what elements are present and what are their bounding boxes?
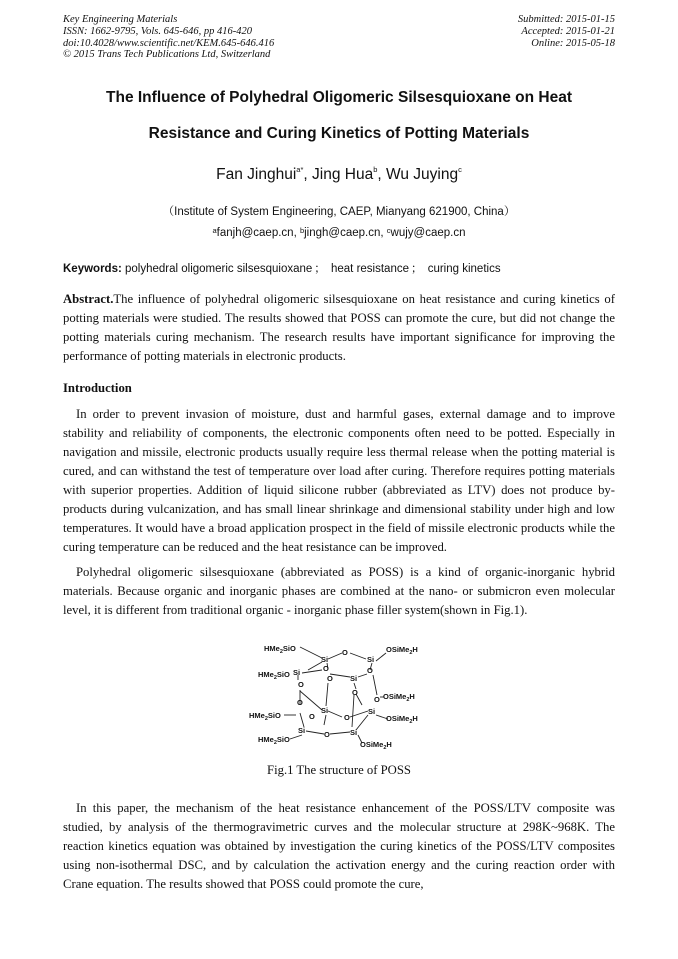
svg-text:HMe2SiO <box>258 670 290 681</box>
subscript: 2 <box>273 740 277 746</box>
keywords-line <box>63 260 623 276</box>
author-name: Wu Juying <box>386 166 459 183</box>
sio-group: SiO <box>267 711 281 720</box>
author-marker: b <box>373 165 378 174</box>
si-atom: Si <box>350 728 358 737</box>
abstract-label: Abstract. <box>63 292 114 306</box>
author-name: Fan Jinghui <box>216 166 297 183</box>
figure-caption: Fig.1 The structure of POSS <box>267 763 411 777</box>
journal-issn: ISSN: 1662-9795, Vols. 645-646, pp 416-420 <box>63 25 252 37</box>
submitted-date: Submitted: 2015-01-15 <box>517 14 615 25</box>
abstract-text: The influence of polyhedral oligomeric silsesquioxane on heat resistance and curing kinetics of potting materials were studied. The results showed that POSS can promote the cure, but did not change the potting materials curing mechanism. The research results have important significance for improving the performance of potting materials in electronic products. <box>63 292 615 363</box>
hme-group: HMe <box>249 711 265 720</box>
svg-text:HMe2SiO <box>264 644 296 655</box>
si-atom: Si <box>321 655 329 664</box>
keyword: polyhedral oligomeric silsesquioxane <box>125 263 313 275</box>
email-marker: a <box>212 226 217 235</box>
poss-atom-labels <box>293 648 380 739</box>
poss-substituent-labels <box>249 644 418 751</box>
journal-doi: doi:10.4028/www.scientific.net/KEM.645-646.416 <box>63 37 275 49</box>
intro-paragraph-2: Polyhedral oligomeric silsesquioxane (abbreviated as POSS) is a kind of organic-inorganic hybrid materials. Because organic and inorganic phases are combined at the nano- or submicron even molecular level, it is different from traditional organic - inorganic phase filler system(shown in Fig.1). <box>63 565 615 617</box>
journal-copyright: © 2015 Trans Tech Publications Ltd, Switzerland <box>63 49 271 61</box>
o-atom: O <box>324 730 330 739</box>
email-marker: b <box>299 226 305 235</box>
svg-text:HMe2SiO <box>258 735 290 746</box>
svg-text:HMe2SiO <box>249 711 281 722</box>
osime-group: OSiMe <box>360 740 384 749</box>
paper-title-line-1: The Influence of Polyhedral Oligomeric Silsesquioxane on Heat <box>106 89 572 106</box>
si-atom: Si <box>367 655 375 664</box>
keyword-separator: ； <box>314 263 326 275</box>
poss-structure-figure <box>242 639 432 751</box>
h-group: H <box>412 714 418 723</box>
email-link[interactable]: fanjh@caep.cn <box>216 227 294 239</box>
subscript: 2 <box>406 697 410 703</box>
email-link[interactable]: jingh@caep.cn <box>304 227 381 239</box>
si-atom: Si <box>321 706 329 715</box>
svg-text:OSiMe2H <box>360 740 392 751</box>
keyword: heat resistance <box>331 263 409 275</box>
section-heading-introduction: Introduction <box>63 381 132 395</box>
o-atom: O <box>342 648 348 657</box>
accepted-date: Accepted: 2015-01-21 <box>521 25 615 37</box>
online-date: Online: 2015-05-18 <box>531 37 615 49</box>
author-list: Fan Jinghui$^{a*}$, Jing Hua$^b$, Wu Juying$^c$ <box>216 165 462 183</box>
o-atom: O <box>367 666 373 675</box>
si-atom: Si <box>298 726 306 735</box>
hme-group: HMe <box>264 644 280 653</box>
o-atom: O <box>374 695 380 704</box>
sio-group: SiO <box>276 670 290 679</box>
author-marker: c <box>458 165 462 174</box>
svg-text:OSiMe2H <box>386 645 418 656</box>
submission-dates <box>518 14 615 49</box>
author-marker: a* <box>296 165 304 174</box>
osime-group: OSiMe <box>386 645 410 654</box>
subscript: 2 <box>273 675 277 681</box>
h-group: H <box>386 740 392 749</box>
subscript: 2 <box>409 719 413 725</box>
si-atom: Si <box>368 707 376 716</box>
journal-name: Key Engineering Materials <box>63 14 178 25</box>
si-atom: Si <box>293 668 301 677</box>
subscript: 2 <box>264 716 268 722</box>
sio-group: SiO <box>276 735 290 744</box>
hme-group: HMe <box>258 670 274 679</box>
o-atom: O <box>352 688 358 697</box>
keyword: curing kinetics <box>427 263 501 275</box>
keywords-label: Keywords: <box>63 263 122 275</box>
journal-header <box>63 14 274 61</box>
hme-group: HMe <box>258 735 274 744</box>
o-atom: O <box>297 698 303 707</box>
author-name: Jing Hua <box>312 166 374 183</box>
h-group: H <box>412 645 418 654</box>
paper-title-line-2: Resistance and Curing Kinetics of Potting Materials <box>148 125 530 142</box>
author-emails: $^a$fanjh@caep.cn, $^b$jingh@caep.cn, $^c$wujy@caep.cn <box>212 226 466 239</box>
o-atom: O <box>327 674 333 683</box>
intro-paragraph-3: In this paper, the mechanism of the heat resistance enhancement of the POSS/LTV composite was studied, by analysis of the thermogravimetric curves and the molecular structure at 298K~968K. The reaction kinetics equation was obtained by investigation the curing kinetics of the POSS/LTV composites using non-isothermal DSC, and by calculation the activation energy and the curing reaction order with Crane equation. The results showed that POSS could promote the cure, <box>63 801 615 891</box>
osime-group: OSiMe <box>386 714 410 723</box>
si-atom: Si <box>350 674 358 683</box>
intro-paragraph-1: In order to prevent invasion of moisture, dust and harmful gases, external damage and to improve stability and reliability of components, the electronic components often need to be potted. Especially in navigation and missile, electronic products usually require less thermal release when the potting material is cured, and can withstand the test of temperature over load after curing. Therefore requires potting materials with superior properties. Addition of liquid silicone rubber (abbreviated as LTV) does not produce by-products during vulcanization, and has small linear shrinkage and dimensional stability under high and low temperatures. It would have a broad application prospect in the field of missile electronic products while the curing temperature can be reduced and the heat resistance can be improved. <box>63 407 615 554</box>
svg-text:OSiMe2H <box>386 714 418 725</box>
subscript: 2 <box>279 649 283 655</box>
o-atom: O <box>323 664 329 673</box>
osime-group: OSiMe <box>383 692 407 701</box>
keyword-separator: ； <box>411 263 423 275</box>
svg-text:OSiMe2H <box>383 692 415 703</box>
h-group: H <box>409 692 415 701</box>
o-atom: O <box>344 713 350 722</box>
affiliation: （Institute of System Engineering, CAEP, Mianyang 621900, China） <box>162 206 516 218</box>
subscript: 2 <box>383 745 387 751</box>
email-marker: c <box>386 226 391 235</box>
o-atom: O <box>298 680 304 689</box>
sio-group: SiO <box>282 644 296 653</box>
abstract <box>63 290 615 366</box>
email-link[interactable]: wujy@caep.cn <box>390 227 466 239</box>
o-atom: O <box>309 712 315 721</box>
subscript: 2 <box>409 650 413 656</box>
